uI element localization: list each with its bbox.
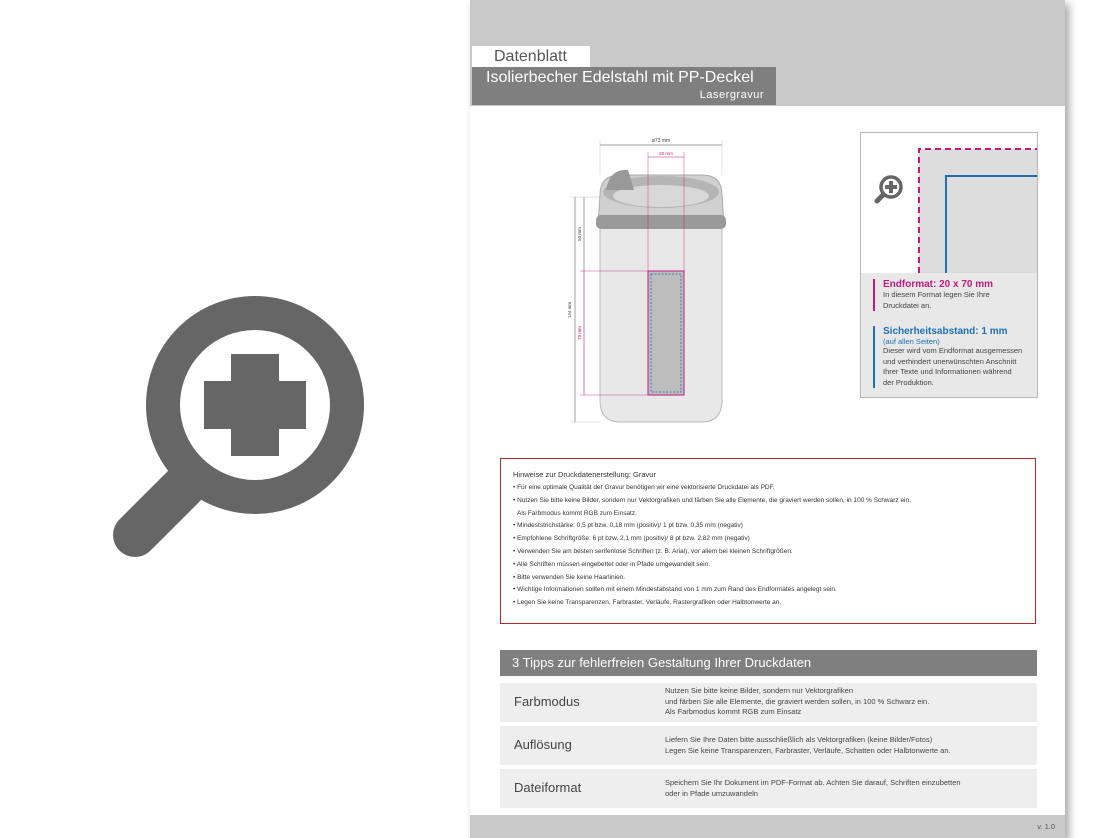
tip-desc-line: Nutzen Sie bitte keine Bilder, sondern nur Vektorgrafiken: [665, 686, 854, 695]
dim-print-height: 70 mm: [577, 326, 582, 340]
tip-label: Farbmodus: [514, 694, 580, 709]
endformat-title: Endformat: 20 x 70 mm: [883, 279, 994, 290]
safety-body-4: der Produktion.: [883, 377, 934, 387]
safety-subtitle: (auf allen Seiten): [883, 337, 940, 346]
safety-title: Sicherheitsabstand: 1 mm: [883, 326, 1008, 337]
hint-item: • Legen Sie keine Transparenzen, Farbraster, Verläufe, Rastergrafiken oder Halbtonwerte an.: [513, 599, 782, 607]
hint-item: • Nutzen Sie bitte keine Bilder, sondern nur Vektorgrafiken und färben Sie alle Elemente, die graviert werden sollen, in 100 % Schwarz ein.: [513, 496, 911, 504]
tip-desc-line: Als Farbmodus kommt RGB zum Einsatz: [665, 707, 802, 716]
cup-technical-drawing: [560, 130, 750, 430]
tip-row-farbmodus: [500, 683, 1037, 722]
tip-description: [665, 686, 929, 718]
hint-item: • Empfohlene Schriftgröße: 6 pt bzw. 2,1 mm (positiv)/ 8 pt bzw. 2,82 mm (negativ): [513, 535, 750, 543]
format-legend: [860, 132, 1038, 398]
safety-body-2: und verhindert unerwünschten Anschnitt: [883, 356, 1017, 366]
tip-desc-line: und färben Sie alle Elemente, die graviert werden sollen, in 100 % Schwarz ein.: [665, 696, 930, 706]
safety-body-3: Ihrer Texte und Informationen während: [883, 367, 1012, 376]
datasheet-label: Datenblatt: [472, 46, 590, 67]
tip-row-aufloesung: [500, 726, 1037, 765]
hint-item: • Wichtige Informationen sollten mit einem Mindestabstand von 1 mm zum Rand des Endformates angelegt sein.: [513, 586, 837, 594]
safety-legend: [873, 326, 1035, 388]
tip-desc-line: Speichern Sie Ihr Dokument im PDF-Format ab. Achten Sie darauf, Schriften einzubetten: [665, 778, 961, 787]
zoom-in-icon-large[interactable]: [110, 290, 390, 590]
version-label: v. 1.0: [1037, 822, 1055, 831]
safety-body-1: Dieser wird vom Endformat ausgemessen: [883, 346, 1023, 355]
title-box: [472, 67, 776, 105]
hints-list: [513, 482, 1023, 610]
datasheet-page: [470, 0, 1065, 838]
tip-description: [665, 735, 951, 756]
tip-desc-line: Liefern Sie Ihre Daten bitte ausschließlich als Vektorgrafiken (keine Bilder/Fotos): [665, 735, 933, 744]
endformat-body-2: Druckdatei an.: [883, 300, 932, 310]
hint-item: • Bitte verwenden Sie keine Haarlinien.: [513, 573, 626, 581]
dim-diameter: ø73 mm: [651, 138, 671, 144]
print-area-endformat: [648, 271, 684, 395]
hints-title: Hinweise zur Druckdatenerstellung: Gravur: [513, 470, 656, 479]
zoom-in-icon[interactable]: [877, 177, 901, 201]
hint-item: • Für eine optimale Qualität der Gravur benötigen wir eine vektorisierte Druckdatei als PDF.: [513, 484, 775, 491]
lid-rim: [596, 215, 726, 229]
footer-band: [470, 815, 1065, 838]
tips-header: 3 Tipps zur fehlerfreien Gestaltung Ihrer Druckdaten: [500, 650, 1037, 676]
hint-item: • Mindeststrichstärke: 0,5 pt bzw. 0,18 mm (positiv)/ 1 pt bzw. 0,35 mm (negativ): [513, 522, 743, 530]
tip-row-dateiformat: [500, 769, 1037, 808]
dim-top: 50 mm: [577, 227, 582, 241]
hint-item: • Verwenden Sie am besten serifenlose Schriften (z. B. Arial), vor allem bei kleinen Schriftgrößen.: [513, 547, 793, 555]
endformat-body-1: In diesem Format legen Sie Ihre: [883, 290, 990, 299]
print-hints-box: [500, 458, 1036, 624]
tip-label: Dateiformat: [514, 780, 582, 795]
tip-desc-line: Legen Sie keine Transparenzen, Farbraster, Verläufe, Schatten oder Halbtonwerte an.: [665, 745, 951, 755]
dim-total-height: 144 mm: [567, 301, 572, 319]
hint-item: Als Farbmodus kommt RGB zum Einsatz.: [517, 509, 637, 517]
tip-label: Auflösung: [514, 737, 572, 752]
product-title: Isolierbecher Edelstahl mit PP-Deckel: [486, 69, 754, 86]
hint-item: • Alle Schriften müssen eingebettet oder in Pfade umgewandelt sein.: [513, 560, 711, 568]
endformat-legend: [873, 279, 1035, 311]
legend-illustration: [861, 133, 1037, 273]
product-subtitle: Lasergravur: [699, 89, 764, 101]
tip-desc-line: oder in Pfade umzuwandeln: [665, 788, 758, 798]
dim-print-width: 20 mm: [659, 151, 673, 156]
lid-tab: [606, 170, 634, 190]
tip-description: [665, 778, 961, 799]
